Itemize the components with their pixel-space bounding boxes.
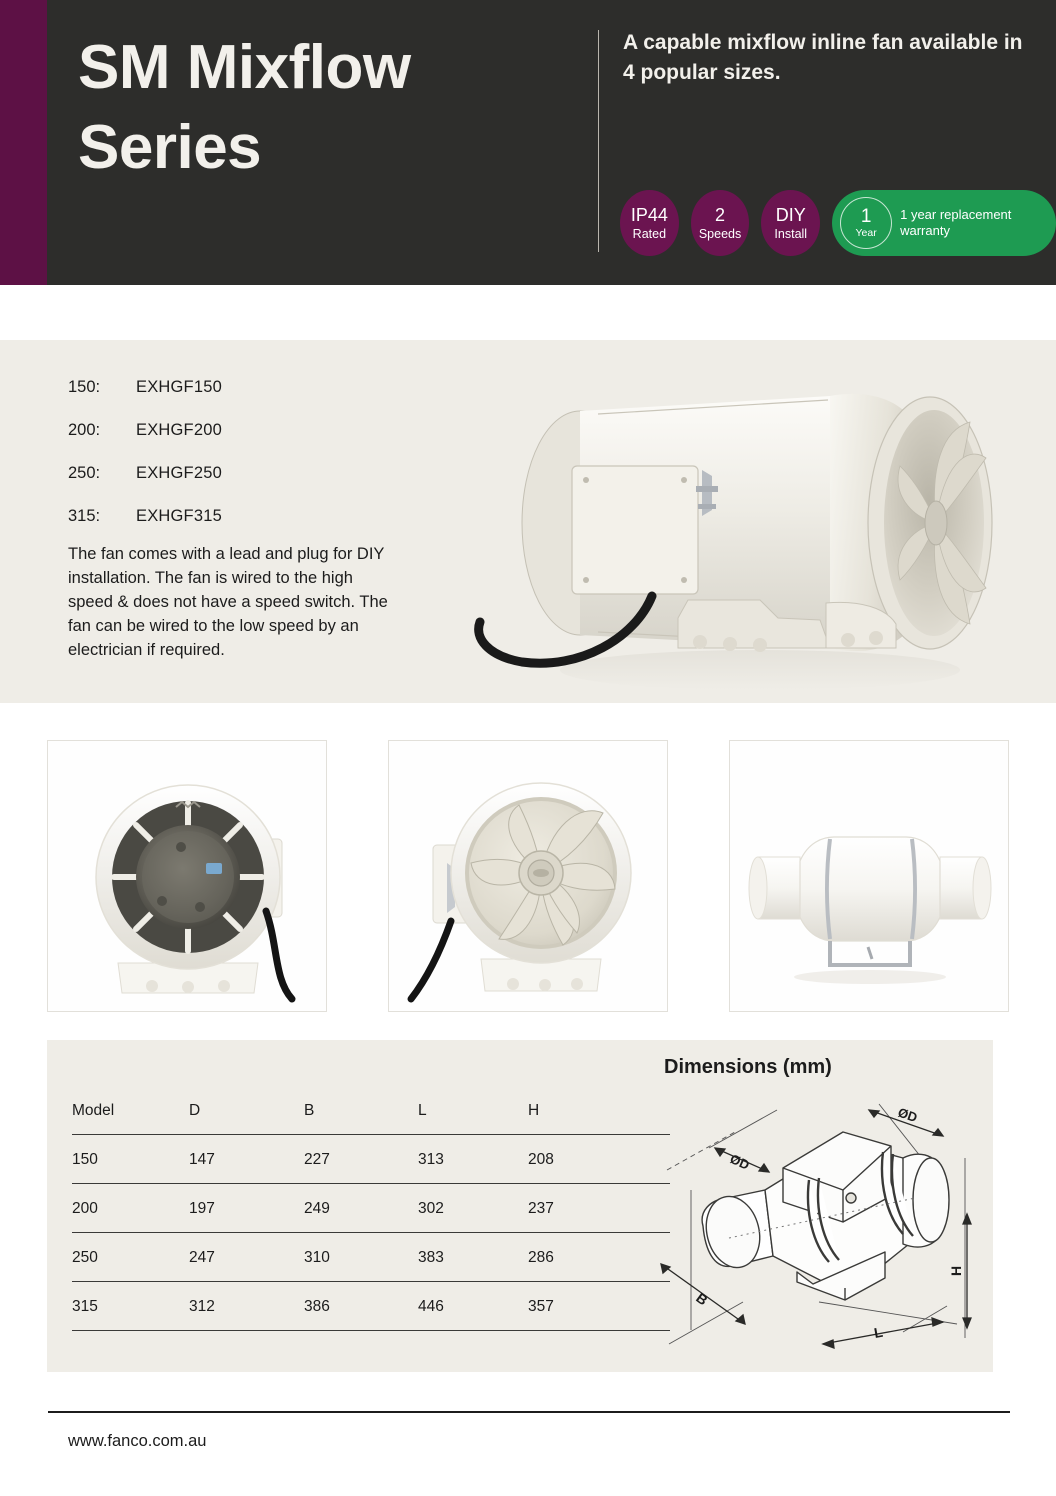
warranty-ring-icon bbox=[840, 197, 892, 249]
model-row bbox=[68, 421, 222, 440]
model-sku: EXHGF315 bbox=[136, 507, 222, 525]
model-row bbox=[68, 507, 222, 526]
cell-b: 249 bbox=[304, 1184, 418, 1233]
cell-d: 247 bbox=[189, 1233, 304, 1282]
gallery-item-fan-front-view bbox=[388, 740, 668, 1012]
badge-install bbox=[761, 190, 820, 256]
badge-speeds-value: 2 bbox=[715, 204, 726, 225]
model-code-list bbox=[68, 378, 222, 550]
header-divider bbox=[598, 30, 599, 252]
cell-h: 208 bbox=[528, 1135, 670, 1184]
cell-h: 357 bbox=[528, 1282, 670, 1331]
cell-b: 386 bbox=[304, 1282, 418, 1331]
dimensions-table bbox=[72, 1102, 670, 1331]
cell-model: 315 bbox=[72, 1282, 189, 1331]
title-line-1: SM Mixflow bbox=[78, 33, 411, 102]
gallery-item-fan-rear-view bbox=[47, 740, 327, 1012]
specifications-panel bbox=[47, 1040, 993, 1372]
table-row bbox=[72, 1135, 670, 1184]
product-gallery bbox=[47, 740, 1009, 1012]
model-sku: EXHGF250 bbox=[136, 464, 222, 482]
cell-l: 383 bbox=[418, 1233, 528, 1282]
column-header-l: L bbox=[418, 1102, 528, 1135]
label-width-b: B bbox=[693, 1289, 711, 1309]
installation-description: The fan comes with a lead and plug for DIY installation. The fan is wired to the high speed & does not have a speed switch. The fan can be wired to the low speed by an electrician if required. bbox=[68, 545, 388, 659]
cell-d: 147 bbox=[189, 1135, 304, 1184]
model-size: 315: bbox=[68, 507, 101, 525]
model-row bbox=[68, 464, 222, 483]
badge-ip-rating-label: Rated bbox=[632, 226, 667, 241]
label-diameter-top: ØD bbox=[896, 1104, 920, 1126]
warranty-ring-value: 1 bbox=[860, 205, 872, 227]
badge-ip-rating-value: IP44 bbox=[630, 204, 668, 225]
badge-ip-rating bbox=[620, 190, 679, 256]
badge-speeds bbox=[691, 190, 750, 256]
badge-speeds-label: Speeds bbox=[698, 226, 742, 241]
fan-side-view-icon bbox=[730, 741, 1009, 1012]
cell-model: 200 bbox=[72, 1184, 189, 1233]
model-size: 250: bbox=[68, 464, 101, 482]
model-size: 150: bbox=[68, 378, 101, 396]
column-header-b: B bbox=[304, 1102, 418, 1135]
column-header-h: H bbox=[528, 1102, 670, 1135]
product-info-panel bbox=[0, 340, 1056, 703]
warranty-ring-label: Year bbox=[855, 226, 877, 239]
footer-website-url[interactable]: www.fanco.com.au bbox=[68, 1432, 207, 1450]
warranty-text: 1 year replacement warranty bbox=[900, 206, 1012, 238]
badge-install-value: DIY bbox=[775, 204, 806, 225]
badge-install-label: Install bbox=[774, 226, 808, 241]
page-title bbox=[78, 28, 578, 188]
table-row bbox=[72, 1233, 670, 1282]
header-tagline: A capable mixflow inline fan available in 4 popular sizes. bbox=[623, 31, 1023, 84]
cell-model: 250 bbox=[72, 1233, 189, 1282]
label-length-l: L bbox=[872, 1323, 884, 1341]
cell-b: 227 bbox=[304, 1135, 418, 1184]
table-header-row bbox=[72, 1102, 670, 1135]
column-header-d: D bbox=[189, 1102, 304, 1135]
title-line-2: Series bbox=[78, 113, 262, 182]
page-header bbox=[0, 0, 1056, 285]
model-sku: EXHGF150 bbox=[136, 378, 222, 396]
header-accent-bar bbox=[0, 0, 47, 285]
cell-b: 310 bbox=[304, 1233, 418, 1282]
cell-h: 237 bbox=[528, 1184, 670, 1233]
model-sku: EXHGF200 bbox=[136, 421, 222, 439]
label-height-h: H bbox=[948, 1265, 964, 1276]
column-header-model: Model bbox=[72, 1102, 189, 1135]
dimensions-title: Dimensions (mm) bbox=[664, 1056, 832, 1078]
gallery-item-fan-side-view bbox=[729, 740, 1009, 1012]
feature-badge-group bbox=[620, 190, 1056, 256]
cell-h: 286 bbox=[528, 1233, 670, 1282]
cell-l: 313 bbox=[418, 1135, 528, 1184]
fan-front-view-icon bbox=[389, 741, 668, 1012]
model-row bbox=[68, 378, 222, 397]
table-row bbox=[72, 1184, 670, 1233]
cell-d: 312 bbox=[189, 1282, 304, 1331]
cell-d: 197 bbox=[189, 1184, 304, 1233]
fan-rear-view-icon bbox=[48, 741, 327, 1012]
dimensions-technical-drawing bbox=[647, 1086, 993, 1364]
label-diameter-left: ØD bbox=[727, 1151, 752, 1173]
model-size: 200: bbox=[68, 421, 101, 439]
hero-product-image bbox=[430, 318, 1050, 708]
footer-divider bbox=[48, 1411, 1010, 1413]
cell-l: 446 bbox=[418, 1282, 528, 1331]
badge-warranty bbox=[832, 190, 1056, 256]
table-row bbox=[72, 1282, 670, 1331]
cell-model: 150 bbox=[72, 1135, 189, 1184]
cell-l: 302 bbox=[418, 1184, 528, 1233]
